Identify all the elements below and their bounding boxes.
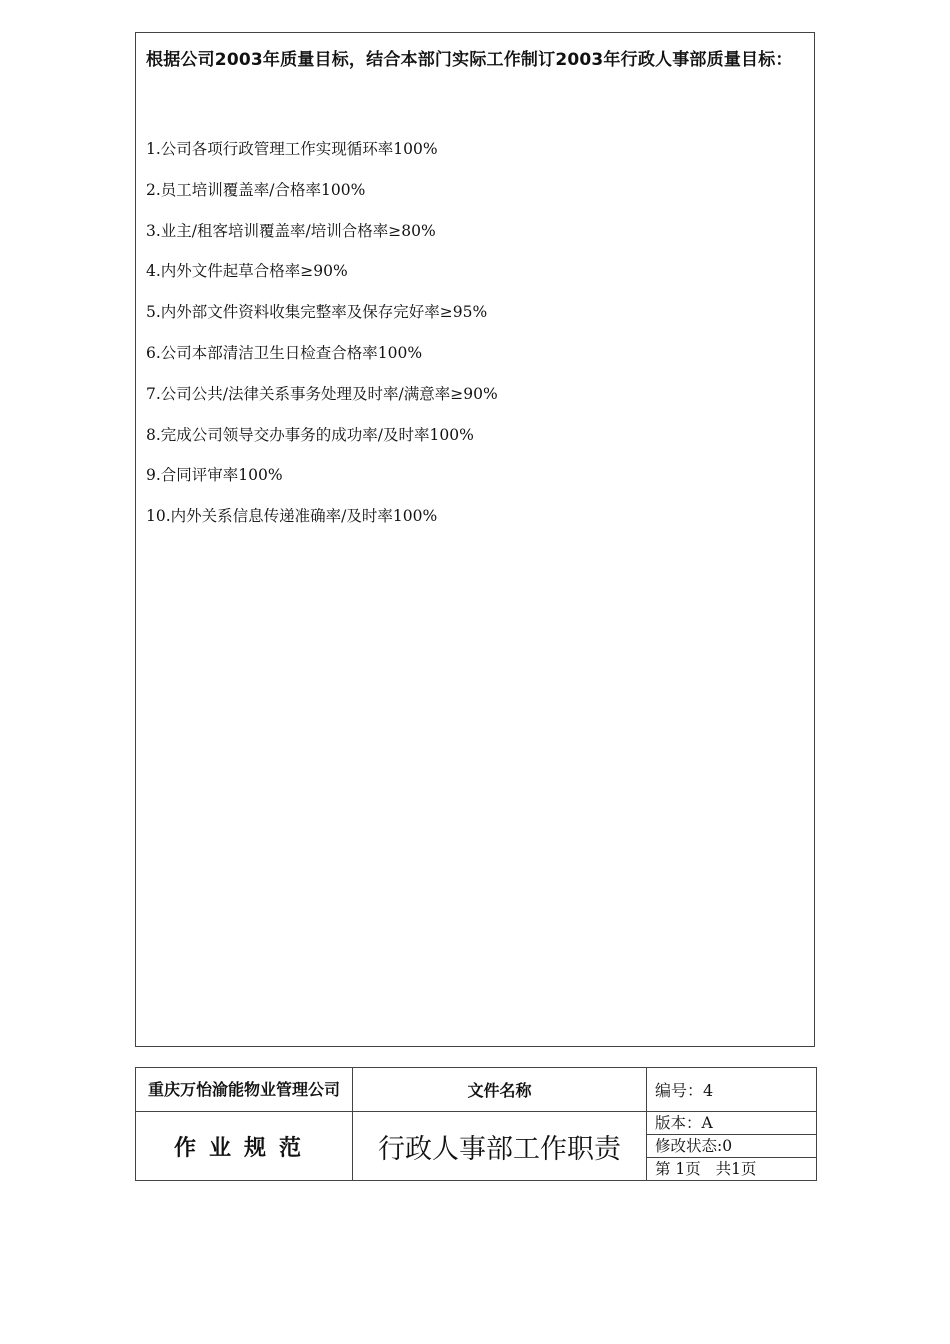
page-number: 第 1页 共1页 (647, 1158, 817, 1181)
doc-category: 作业规范 (136, 1112, 353, 1181)
doc-revision: 修改状态:0 (647, 1135, 817, 1158)
list-item: 10.内外关系信息传递准确率/及时率100% (146, 507, 438, 526)
doc-title: 行政人事部工作职责 (353, 1112, 647, 1181)
quality-goals-list (146, 135, 498, 543)
list-item: 5.内外部文件资料收集完整率及保存完好率≥95% (146, 303, 488, 322)
list-item: 7.公司公共/法律关系事务处理及时率/满意率≥90% (146, 384, 498, 403)
doc-code: 编号：4 (647, 1068, 817, 1112)
company-name: 重庆万怡渝能物业管理公司 (136, 1068, 353, 1112)
list-item: 1.公司各项行政管理工作实现循环率100% (146, 140, 438, 158)
document-footer-table (135, 1067, 817, 1181)
intro-paragraph: 根据公司2003年质量目标，结合本部门实际工作制订2003年行政人事部质量目标： (146, 50, 793, 70)
list-item: 6.公司本部清洁卫生日检查合格率100% (146, 343, 423, 362)
doc-name-label: 文件名称 (353, 1068, 647, 1112)
list-item: 2.员工培训覆盖率/合格率100% (146, 180, 366, 199)
list-item: 4.内外文件起草合格率≥90% (146, 262, 348, 281)
list-item: 9.合同评审率100% (146, 466, 283, 485)
list-item: 3.业主/租客培训覆盖率/培训合格率≥80% (146, 221, 436, 240)
list-item: 8.完成公司领导交办事务的成功率/及时率100% (146, 425, 474, 444)
content-box (135, 32, 815, 1047)
doc-version: 版本：A (647, 1112, 817, 1135)
